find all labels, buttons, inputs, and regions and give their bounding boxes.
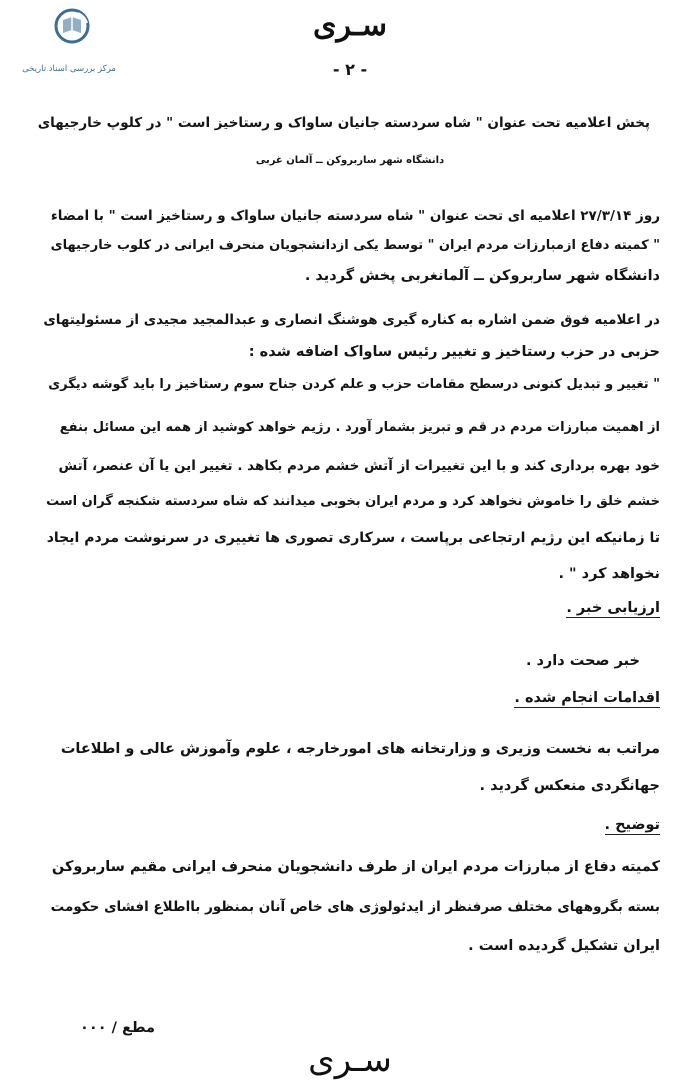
evaluation-label-text: ارزیابی خبر . (566, 600, 660, 616)
paragraph2-line-2: حزبی در حزب رستاخیز و تغییر رئیس ساواک اضافه شده : (248, 344, 660, 360)
note-line-1: کمیته دفاع از مبارزات مردم ایران از طرف دانشجویان منحرف ایرانی مقیم ساربروکن (51, 859, 660, 875)
title-line-2: دانشگاه شهر ساربروکن ــ آلمان غربی (255, 155, 445, 166)
title-line-1: پخش اعلامیه تحت عنوان " شاه سردسته جانیان ساواک و رستاخیز است " در کلوپ خارجیهای (37, 115, 650, 131)
paragraph1-line-3: دانشگاه شهر ساربروکن ــ آلمانغربی پخش گردید . (304, 268, 660, 284)
paragraph2-line-1: در اعلامیه فوق ضمن اشاره به کناره گیری هوشنگ انصاری و عبدالمجید مجیدی از مسئولیتهای (43, 312, 660, 328)
quote-line-1: " تغییر و تبدیل کنونی درسطح مقامات حزب و علم کردن جناح سوم رستاخیز را باید گوشه دیگری (48, 377, 660, 392)
note-line-2: بسته بگروههای مختلف صرفنظر از ایدئولوژی های خاص آنان بمنظور بااطلاع افشای حکومت (50, 899, 660, 915)
quote-line-2: از اهمیت مبارزات مردم در قم و تبریز بشمار آورد . رژیم خواهد کوشید از همه این مسائل بنفع (59, 420, 660, 435)
note-label-text: توضیح . (604, 817, 660, 833)
archive-emblem-icon (54, 8, 90, 44)
actions-label-text: اقدامات انجام شده . (514, 690, 660, 706)
page-number: - ۲ - (332, 60, 368, 79)
archive-caption: مرکز بررسی اسناد تاریخی (22, 64, 116, 74)
evaluation-text: خبر صحت دارد . (525, 653, 640, 669)
quote-line-4: خشم خلق را خاموش نخواهد کرد و مردم ایران بخوبی میدانند که شاه سردسته شکنجه گران است (46, 494, 660, 509)
actions-line-2: جهانگردی منعکس گردید . (479, 778, 660, 794)
quote-line-3: خود بهره برداری کند و با این تغییرات از آتش خشم مردم بکاهد . تغییر این یا آن عنصر، آتش (58, 458, 660, 474)
paragraph1-line-2: " کمیته دفاع ازمبارزات مردم ایران " توسط یکی ازدانشجویان منحرف ایرانی در کلوب خارجیهای (50, 238, 660, 253)
actions-label (514, 688, 660, 708)
paragraph1-line-1: روز ۲۷/۳/۱۴ اعلامیه ای تحت عنوان " شاه سردسته جانیان ساواک و رستاخیز است " با امضاء (50, 208, 660, 224)
classification-stamp-top: سـری (313, 8, 387, 43)
classification-stamp-bottom: سـری (308, 1040, 392, 1080)
note-label (605, 815, 660, 835)
quote-line-6: نخواهد کرد " . (558, 566, 660, 582)
quote-line-5: تا زمانیکه این رژیم ارتجاعی برپاست ، سرکاری تصوری ها تغییری در سرنوشت مردم ایجاد (46, 530, 660, 546)
evaluation-label (566, 598, 660, 618)
actions-line-1: مراتب به نخست وزیری و وزارتخانه های امورخارجه ، علوم وآموزش عالی و اطلاعات (60, 741, 660, 757)
reference-number: مطع / ۰۰۰ (80, 1020, 155, 1036)
note-line-3: ایران تشکیل گردیده است . (468, 938, 660, 954)
